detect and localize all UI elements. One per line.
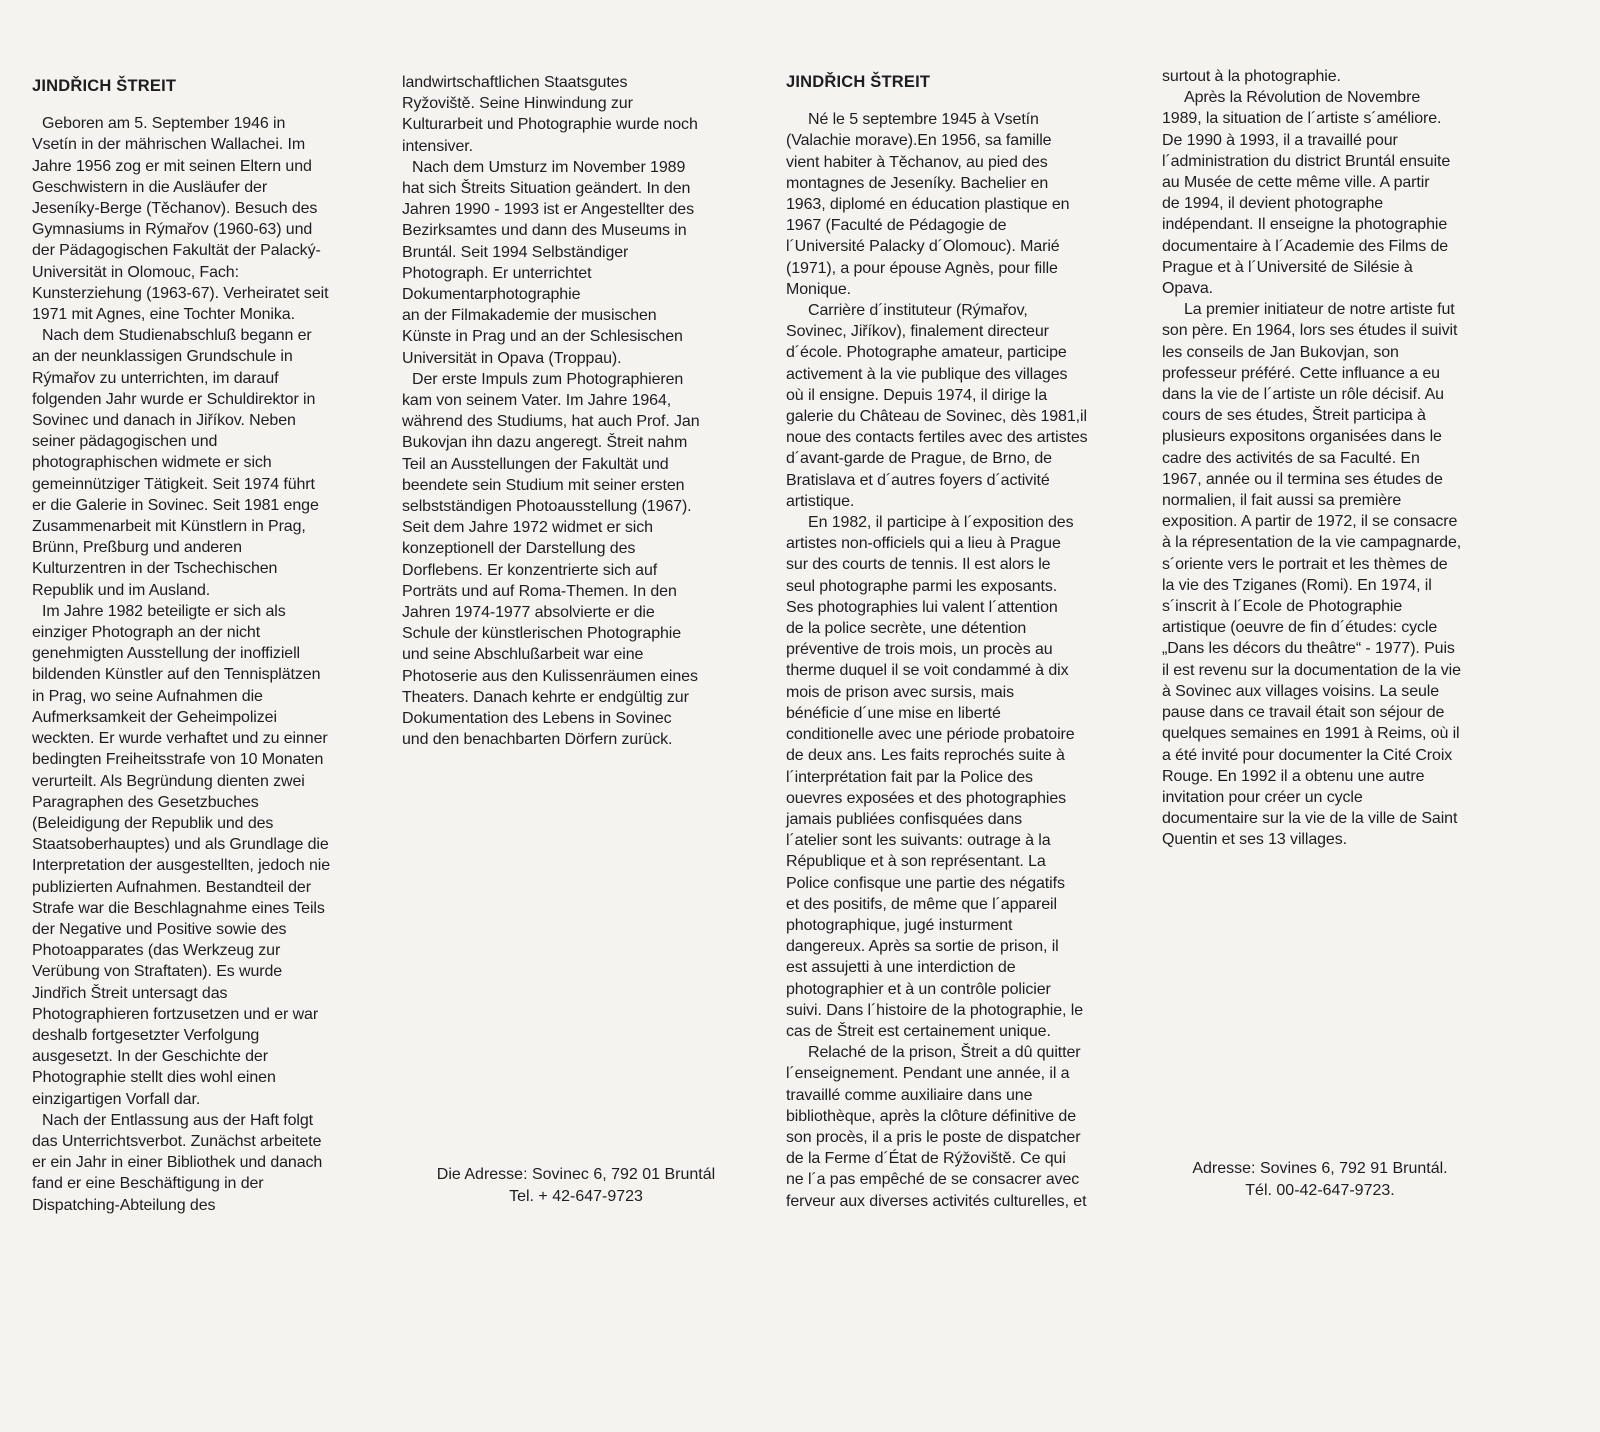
text-line: Photoserie aus den Kulissenräumen eines	[402, 667, 698, 685]
text-line: Nach dem Umsturz im November 1989	[412, 158, 686, 176]
text-line: il est revenu sur la documentation de la vie	[1162, 661, 1461, 679]
text-line: einziger Photograph an der nicht	[32, 624, 261, 642]
text-line: documentaire sur la vie de la ville de Saint	[1162, 810, 1458, 828]
text-line: cours de ses études, Štreit participa à	[1162, 407, 1426, 425]
text-line: (1971), a pour épouse Agnès, pour fille	[786, 259, 1058, 277]
text-line: l´enseignement. Pendant une année, il a	[786, 1065, 1070, 1083]
text-line: weckten. Er wurde verhaftet und zu einner	[32, 730, 328, 748]
text-line: préventive de trois mois, un procès au	[786, 641, 1053, 659]
french-column-2	[1162, 66, 1502, 851]
text-line: Porträts und auf Roma-Themen. In den	[402, 582, 677, 600]
text-line: Geboren am 5. September 1946 in	[42, 115, 286, 133]
text-line: Vsetín in der mährischen Wallachei. Im	[32, 136, 306, 154]
text-line: Kulturarbeit und Photographie wurde noch	[402, 116, 698, 134]
text-line: Photoapparates (das Werkzeug zur	[32, 942, 281, 960]
text-line: quelques semaines en 1991 à Reims, où il	[1162, 725, 1460, 743]
text-line: gemeinnütziger Tätigkeit. Seit 1974 führt	[32, 475, 315, 493]
text-line: photographischen widmete er sich	[32, 454, 272, 472]
text-line: artistes non-officiels qui a lieu à Prague	[786, 535, 1061, 553]
text-line: Monique.	[786, 280, 852, 298]
german-column-2	[402, 72, 742, 751]
text-line: République et à son représentant. La	[786, 853, 1046, 871]
text-line: conditionelle avec une période probatoire	[786, 726, 1075, 744]
text-line: Sovinec, Jiříkov), finalement directeur	[786, 323, 1049, 341]
text-line: der Pädagogischen Fakultät der Palacký-	[32, 242, 321, 260]
text-line: au Musée de cette même ville. A partir	[1162, 174, 1430, 192]
text-line: Sovinec und danach in Jiříkov. Neben	[32, 412, 296, 430]
text-line: est assujetti à une interdiction de	[786, 959, 1016, 977]
french-address-line: Adresse: Sovines 6, 792 91 Bruntál.	[1192, 1160, 1448, 1177]
text-line: de la Ferme d´État de Rýžoviště. Ce qui	[786, 1150, 1066, 1168]
text-line: invitation pour créer un cycle	[1162, 788, 1363, 806]
text-line: Paragraphen des Gesetzbuches	[32, 793, 259, 811]
text-line: bildenden Künstler auf den Tennisplätzen	[32, 666, 321, 684]
german-phone-line: Tel. + 42-647-9723	[509, 1188, 643, 1205]
text-line: à Sovinec aux villages voisins. La seule	[1162, 682, 1440, 700]
french-column-1	[786, 72, 1126, 1212]
text-line: dans la vie de l´artiste un rôle décisif. Au	[1162, 386, 1444, 404]
text-line: Künste in Prag und an der Schlesischen	[402, 328, 683, 346]
text-line: Universität in Opava (Troppau).	[402, 349, 622, 367]
text-line: deshalb fortgesetzter Verfolgung	[32, 1026, 260, 1044]
text-line: Geschwistern in die Ausläufer der	[32, 178, 268, 196]
text-line: Kunsterziehung (1963-67). Verheiratet seit	[32, 284, 329, 302]
text-line: Photographie stellt dies wohl einen	[32, 1069, 276, 1087]
text-line: les conseils de Jan Bukovjan, son	[1162, 343, 1399, 361]
text-line: bedingten Freiheitsstrafe von 10 Monaten	[32, 751, 324, 769]
text-line: 1963, diplomé en éducation plastique en	[786, 196, 1070, 214]
german-text-part-1	[32, 113, 372, 1216]
text-line: Jahre 1956 zog er mit seinen Eltern und	[32, 157, 312, 175]
text-line: verurteilt. Als Begründung dienten zwei	[32, 772, 305, 790]
text-line: und seine Abschlußarbeit war eine	[402, 646, 644, 664]
text-line: fand er eine Beschäftigung in der	[32, 1175, 264, 1193]
text-line: Nach dem Studienabschluß begann er	[42, 327, 312, 345]
text-line: suivi. Dans l´histoire de la photographie, le	[786, 1001, 1084, 1019]
text-line: l´administration du district Bruntál ensuite	[1162, 152, 1451, 170]
text-line: dangereux. Après sa sortie de prison, il	[786, 938, 1059, 956]
text-line: noue des contacts fertiles avec des artistes	[786, 429, 1088, 447]
text-line: l´interprétation fait par la Police des	[786, 768, 1033, 786]
text-line: beendete sein Studium mit seiner ersten	[402, 476, 685, 494]
text-line: der Negative und Positive sowie des	[32, 920, 287, 938]
text-line: Rouge. En 1992 il a obtenu une autre	[1162, 767, 1425, 785]
text-line: artistique (oeuvre de fin d´études: cycle	[1162, 619, 1438, 637]
text-line: professeur préféré. Cette influance a eu	[1162, 364, 1440, 382]
text-line: La premier initiateur de notre artiste fut	[1184, 301, 1455, 319]
text-line: „Dans les décors du theâtre“ - 1977). Puis	[1162, 640, 1455, 658]
text-line: photographier et à un contrôle policier	[786, 980, 1051, 998]
french-heading: JINDŘICH ŠTREIT	[786, 73, 931, 91]
text-line: Photographieren fortzusetzen und er war	[32, 1005, 319, 1023]
text-line: sur des courts de tennis. Il est alors le	[786, 556, 1051, 574]
text-line: de la police secrète, une détention	[786, 620, 1027, 638]
text-line: Bukovjan ihn dazu angeregt. Štreit nahm	[402, 434, 688, 452]
text-line: seul photographe parmi les exposants.	[786, 577, 1058, 595]
text-line: Bezirksamtes und dann des Museums in	[402, 222, 687, 240]
text-line: Photograph. Er unterrichtet	[402, 264, 592, 282]
text-line: la vie des Tziganes (Romi). En 1974, il	[1162, 576, 1432, 594]
text-line: selbstständigen Photoausstellung (1967).	[402, 498, 692, 516]
text-line: d´école. Photographe amateur, participe	[786, 344, 1067, 362]
german-column-1	[32, 76, 372, 1216]
text-line: activement à la vie publique des villages	[786, 365, 1068, 383]
french-phone-line: Tél. 00-42-647-9723.	[1245, 1182, 1395, 1199]
text-line: Rýmařov zu unterrichten, im darauf	[32, 369, 279, 387]
text-line: mois de prison avec sursis, mais	[786, 683, 1014, 701]
text-line: Dokumentation des Lebens in Sovinec	[402, 710, 672, 728]
text-line: Dispatching-Abteilung des	[32, 1196, 216, 1214]
text-line: hat sich Štreits Situation geändert. In den	[402, 180, 691, 198]
text-line: Universität in Olomouc, Fach:	[32, 263, 239, 281]
text-line: bénéficie d´une mise en liberté	[786, 704, 1001, 722]
text-line: documentaire à l´Academie des Films de	[1162, 237, 1449, 255]
text-line: surtout à la photographie.	[1162, 68, 1341, 85]
text-line: Ses photographies lui valent l´attention	[786, 598, 1058, 616]
text-line: pause dans ce travail était son séjour de	[1162, 704, 1445, 722]
text-line: seiner pädagogischen und	[32, 433, 218, 451]
german-address	[406, 1164, 746, 1208]
text-line: intensiver.	[402, 137, 473, 155]
text-line: artistique.	[786, 492, 855, 510]
text-line: Quentin et ses 13 villages.	[1162, 831, 1347, 849]
text-line: et des positifs, de même que l´appareil	[786, 895, 1057, 913]
text-line: Dokumentarphotographie	[402, 286, 581, 304]
text-line: und den benachbarten Dörfern zurück.	[402, 731, 673, 749]
text-line: Gymnasiums in Rýmařov (1960-63) und	[32, 221, 313, 239]
text-line: während des Studiums, hat auch Prof. Jan	[402, 413, 700, 431]
text-line: Teil an Ausstellungen der Fakultät und	[402, 455, 669, 473]
text-line: jamais publiées confisquées dans	[786, 810, 1023, 828]
text-line: Ryžoviště. Seine Hinwindung zur	[402, 95, 633, 113]
text-line: Jindřich Štreit untersagt das	[32, 984, 228, 1002]
text-line: s´oriente vers le portrait et les thèmes de	[1162, 555, 1448, 573]
text-line: Seit dem Jahre 1972 widmet er sich	[402, 519, 653, 537]
text-line: einzigartigen Vorfall dar.	[32, 1090, 201, 1108]
text-line: son père. En 1964, lors ses études il suivit	[1162, 322, 1458, 340]
text-line: l´atelier sont les suivants: outrage à la	[786, 832, 1051, 850]
text-line: Brünn, Preßburg und anderen	[32, 539, 242, 557]
text-line: Bruntál. Seit 1994 Selbständiger	[402, 243, 629, 261]
text-line: Jahren 1974-1977 absolvierte er die	[402, 604, 655, 622]
text-line: montagnes de Jeseníky. Bachelier en	[786, 174, 1049, 192]
text-line: ouevres exposées et des photographies	[786, 789, 1067, 807]
text-line: photographique, jugé insturment	[786, 916, 1013, 934]
text-line: s´inscrit à l´Ecole de Photographie	[1162, 598, 1403, 616]
text-line: das Unterrichtsverbot. Zunächst arbeitete	[32, 1132, 322, 1150]
german-address-line: Die Adresse: Sovinec 6, 792 01 Bruntál	[436, 1166, 716, 1183]
text-line: Nach der Entlassung aus der Haft folgt	[42, 1111, 314, 1129]
german-text-part-2	[402, 72, 742, 751]
text-line: a été invité pour documenter la Cité Croix	[1162, 746, 1453, 764]
text-line: Zusammenarbeit mit Künstlern in Prag,	[32, 518, 306, 536]
text-line: publizierten Aufnahmen. Bestandteil der	[32, 878, 311, 896]
text-line: an der neunklassigen Grundschule in	[32, 348, 293, 366]
text-line: travaillé comme auxiliaire dans une	[786, 1086, 1033, 1104]
text-line: indépendant. Il enseigne la photographie	[1162, 216, 1448, 234]
french-address	[1150, 1158, 1490, 1202]
text-line: l´Université Palacky d´Olomouc). Marié	[786, 238, 1060, 256]
text-line: Staatsoberhauptes) und als Grundlage die	[32, 836, 329, 854]
text-line: Opava.	[1162, 280, 1213, 298]
text-line: 1967, année ou il termina ses études de	[1162, 470, 1443, 488]
text-line: Der erste Impuls zum Photographieren	[412, 370, 684, 388]
text-line: cas de Štreit est certainement unique.	[786, 1022, 1051, 1040]
text-line: En 1982, il participe à l´exposition des	[808, 514, 1074, 532]
text-line: son procès, il a pris le poste de dispatcher	[786, 1128, 1081, 1146]
text-line: vient habiter à Těchanov, au pied des	[786, 153, 1048, 171]
text-line: Strafe war die Beschlagnahme eines Teils	[32, 899, 325, 917]
text-line: Schule der künstlerischen Photographie	[402, 625, 682, 643]
text-line: ne l´a pas empêché de se consacrer avec	[786, 1171, 1080, 1189]
text-line: Police confisque une partie des négatifs	[786, 874, 1065, 892]
text-line: Kulturzentren in der Tschechischen	[32, 560, 278, 578]
text-line: Après la Révolution de Novembre	[1184, 89, 1421, 107]
text-line: plusieurs expositons organisées dans le	[1162, 428, 1442, 446]
text-line: (Valachie morave).En 1956, sa famille	[786, 132, 1052, 150]
text-line: landwirtschaftlichen Staatsgutes	[402, 74, 628, 91]
text-line: kam von seinem Vater. Im Jahre 1964,	[402, 392, 672, 410]
text-line: Dorflebens. Er konzentrierte sich auf	[402, 561, 658, 579]
text-line: Republik und im Ausland.	[32, 581, 211, 599]
text-line: galerie du Château de Sovinec, dès 1981,il	[786, 408, 1087, 426]
text-line: Interpretation der ausgestellten, jedoch nie	[32, 857, 331, 875]
text-line: genehmigten Ausstellung der inoffiziell	[32, 645, 300, 663]
text-line: de 1994, il devient photographe	[1162, 195, 1384, 213]
text-line: normalien, il fait aussi sa première	[1162, 492, 1402, 510]
text-line: bibliothèque, après la clôture définitive de	[786, 1107, 1077, 1125]
text-line: de deux ans. Les faits reprochés suite à	[786, 747, 1065, 765]
french-text-part-2	[1162, 66, 1502, 851]
text-line: in Prag, wo seine Aufnahmen die	[32, 687, 263, 705]
text-line: Jeseníky-Berge (Těchanov). Besuch des	[32, 200, 318, 218]
text-line: Prague et à l´Université de Silésie à	[1162, 258, 1413, 276]
french-text-part-1	[786, 109, 1126, 1212]
text-line: Aufmerksamkeit der Geheimpolizei	[32, 708, 277, 726]
text-line: où il ensigne. Depuis 1974, il dirige la	[786, 386, 1048, 404]
text-line: Verübung von Straftaten). Es wurde	[32, 963, 283, 981]
text-line: konzeptionell der Darstellung des	[402, 540, 636, 558]
text-line: an der Filmakademie der musischen	[402, 307, 657, 325]
text-line: Im Jahre 1982 beteiligte er sich als	[42, 602, 286, 620]
text-line: exposition. A partir de 1972, il se consacre	[1162, 513, 1458, 531]
text-line: Theaters. Danach kehrte er endgültig zur	[402, 688, 689, 706]
text-line: ferveur aux diverses activités culturelles, et	[786, 1192, 1087, 1210]
text-line: er die Galerie in Sovinec. Seit 1981 enge	[32, 496, 319, 514]
text-line: 1971 mit Agnes, eine Tochter Monika.	[32, 306, 295, 324]
text-line: er ein Jahr in einer Bibliothek und danach	[32, 1154, 323, 1172]
text-line: (Beleidigung der Republik und des	[32, 814, 274, 832]
text-line: Jahren 1990 - 1993 ist er Angestellter des	[402, 201, 694, 219]
text-line: d´avant-garde de Prague, de Brno, de	[786, 450, 1052, 468]
text-line: folgenden Jahr wurde er Schuldirektor in	[32, 390, 316, 408]
text-line: ausgesetzt. In der Geschichte der	[32, 1048, 268, 1066]
text-line: Relaché de la prison, Štreit a dû quitter	[808, 1044, 1081, 1062]
text-line: 1967 (Faculté de Pédagogie de	[786, 217, 1007, 235]
text-line: Né le 5 septembre 1945 à Vsetín	[808, 111, 1039, 129]
text-line: therme duquel il se voit condammé à dix	[786, 662, 1069, 680]
text-line: 1989, la situation de l´artiste s´améliore.	[1162, 110, 1442, 128]
text-line: Carrière d´instituteur (Rýmařov,	[808, 302, 1028, 320]
german-heading: JINDŘICH ŠTREIT	[32, 77, 177, 95]
text-line: à la répresentation de la vie campagnarde,	[1162, 534, 1462, 552]
text-line: De 1990 à 1993, il a travaillé pour	[1162, 131, 1398, 149]
text-line: cadre des activités de sa Faculté. En	[1162, 449, 1420, 467]
text-line: Bratislava et d´autres foyers d´activité	[786, 471, 1050, 489]
